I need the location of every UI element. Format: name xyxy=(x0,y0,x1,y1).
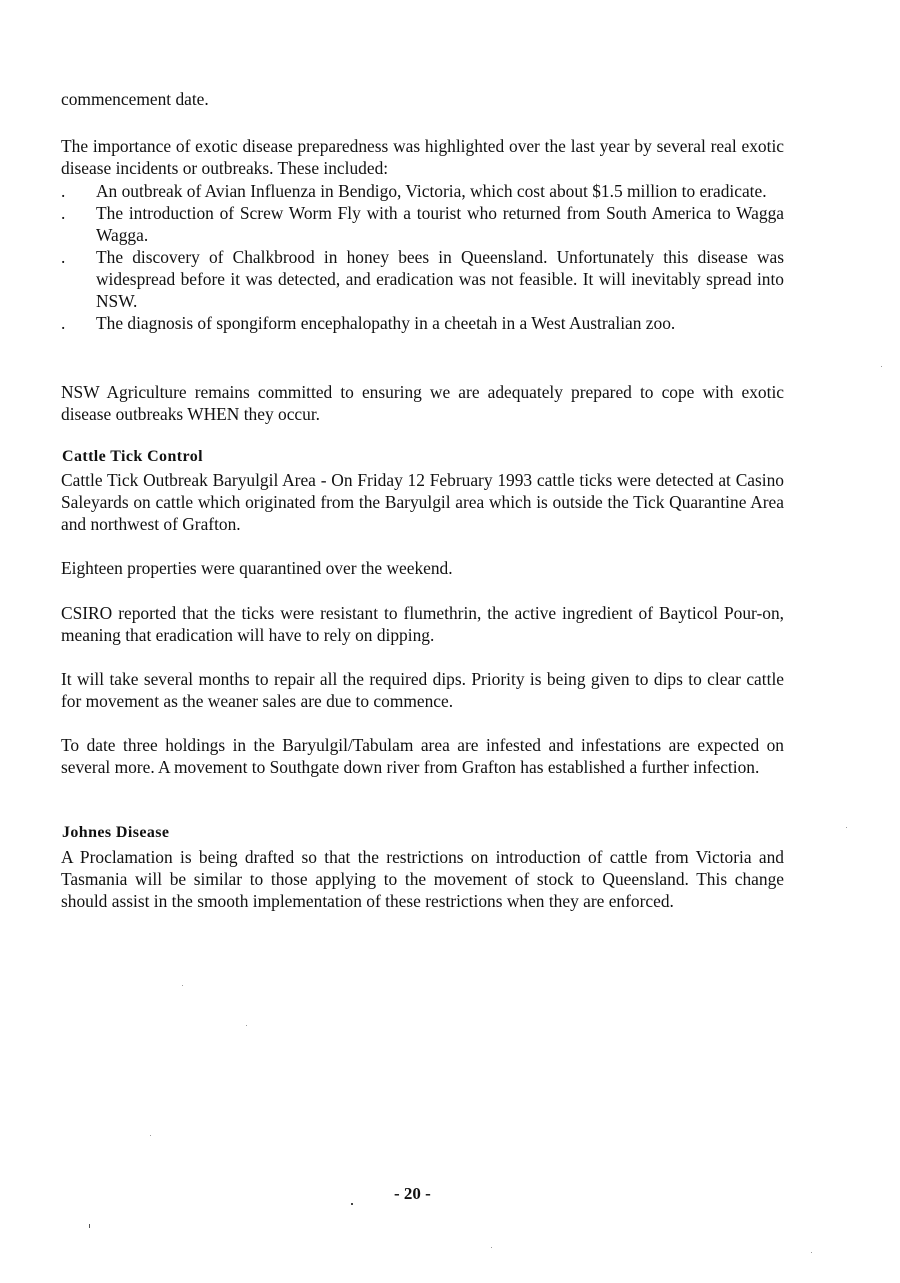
bullet-marker: . xyxy=(61,181,66,201)
cattle-tick-paragraph-4: It will take several months to repair all the required dips. Priority is being given to dips to clear cattle for movement as the weaner sales are due to commence. xyxy=(61,669,784,711)
bullet-text: The introduction of Screw Worm Fly with a tourist who returned from South America to Wagga Wagga. xyxy=(96,203,784,245)
scan-speck xyxy=(246,1025,247,1026)
scan-speck xyxy=(491,1247,492,1248)
cattle-tick-paragraph-3: CSIRO reported that the ticks were resistant to flumethrin, the active ingredient of Bayticol Pour-on, meaning that eradication will have to rely on dipping. xyxy=(61,603,784,645)
page-number: - 20 - xyxy=(394,1184,431,1203)
bullet-text: The discovery of Chalkbrood in honey bees in Queensland. Unfortunately this disease was widespread before it was detected, and eradication was not feasible. It will inevitably spread into NSW. xyxy=(96,247,784,311)
bullet-item-chalkbrood xyxy=(61,246,784,312)
scan-speck xyxy=(881,366,882,367)
scan-speck xyxy=(811,1252,812,1253)
bullet-marker: . xyxy=(61,247,66,267)
cattle-tick-paragraph-2: Eighteen properties were quarantined over the weekend. xyxy=(61,558,453,578)
continuation-text: commencement date. xyxy=(61,89,209,109)
commitment-paragraph: NSW Agriculture remains committed to ensuring we are adequately prepared to cope with exotic disease outbreaks WHEN they occur. xyxy=(61,382,784,424)
scan-speck xyxy=(182,985,183,986)
bullet-item-avian-influenza xyxy=(61,180,784,202)
johnes-disease-heading: Johnes Disease xyxy=(62,824,170,841)
incident-bullet-list xyxy=(61,180,784,334)
scan-speck xyxy=(846,827,847,828)
bullet-item-screw-worm-fly xyxy=(61,202,784,246)
bullet-text: The diagnosis of spongiform encephalopathy in a cheetah in a West Australian zoo. xyxy=(96,313,676,333)
scan-speck xyxy=(150,1135,151,1136)
cattle-tick-paragraph-5: To date three holdings in the Baryulgil/Tabulam area are infested and infestations are expected on several more. A movement to Southgate down river from Grafton has established a further infection. xyxy=(61,735,784,777)
johnes-paragraph-1: A Proclamation is being drafted so that the restrictions on introduction of cattle from Victoria and Tasmania will be similar to those applying to the movement of stock to Queensland. This change should assist in the smooth implementation of these restrictions when they are enforced. xyxy=(61,847,784,911)
preparedness-intro-paragraph: The importance of exotic disease preparedness was highlighted over the last year by several real exotic disease incidents or outbreaks. These included: xyxy=(61,136,784,178)
cattle-tick-heading: Cattle Tick Control xyxy=(62,448,203,465)
bullet-marker: . xyxy=(61,203,66,223)
cattle-tick-paragraph-1: Cattle Tick Outbreak Baryulgil Area - On Friday 12 February 1993 cattle ticks were detected at Casino Saleyards on cattle which originated from the Baryulgil area which is outside the Tick Quarantine Area and northwest of Grafton. xyxy=(61,470,784,534)
bullet-marker: . xyxy=(61,313,66,333)
scan-speck xyxy=(351,1203,353,1205)
bullet-item-spongiform xyxy=(61,312,784,334)
bullet-text: An outbreak of Avian Influenza in Bendigo, Victoria, which cost about $1.5 million to eradicate. xyxy=(96,181,767,201)
scan-speck xyxy=(89,1224,90,1228)
